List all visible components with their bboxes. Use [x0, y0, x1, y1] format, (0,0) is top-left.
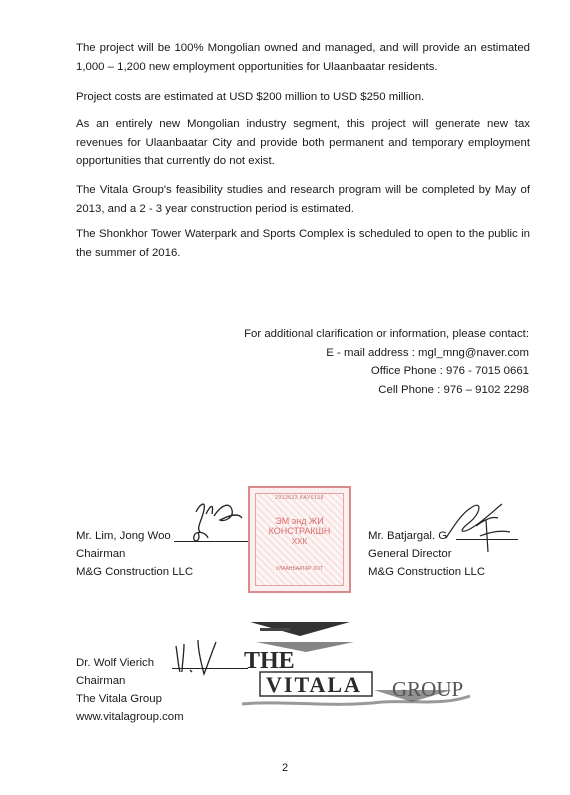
seal-name-line1: ЭМ энд ЖИ — [275, 516, 324, 526]
paragraph-feasibility: The Vitala Group's feasibility studies and research program will be completed by May of 2013, and a 2 - 3 year construction period is estimated. — [76, 184, 530, 215]
signature-line-lim — [174, 541, 250, 542]
logo-group-text: GROUP — [392, 677, 464, 701]
signatory-website-vierich: www.vitalagroup.com — [76, 711, 184, 723]
seal-name-line2: КОНСТРАКШН — [268, 526, 331, 536]
contact-email: E - mail address : mgl_mng@naver.com — [326, 347, 529, 359]
page-number: 2 — [281, 762, 289, 774]
contact-intro: For additional clarification or information, please contact: — [244, 328, 529, 340]
signature-line-vierich — [172, 668, 248, 669]
logo-vitala-text: VITALA — [266, 672, 362, 697]
seal-name-line3: ХХК — [291, 537, 308, 546]
contact-office-phone: Office Phone : 976 - 7015 0661 — [370, 365, 529, 377]
signatory-title-batjargal: General Director — [368, 548, 452, 560]
signatory-name-vierich: Dr. Wolf Vierich — [76, 657, 155, 669]
paragraph-tax-revenue: As an entirely new Mongolian industry segment, this project will generate new tax revenues for Ulaanbaatar City and provide both permanent and temporary employment opportunities that currently do not exist. — [76, 118, 530, 168]
signature-line-batjargal — [456, 539, 518, 540]
seal-city: УЛААНБААТАР ХОТ — [275, 566, 324, 572]
handwritten-signature-batjargal — [440, 496, 520, 556]
handwritten-signature-vierich — [168, 634, 248, 682]
paragraph-ownership: The project will be 100% Mongolian owned and managed, and will provide an estimated 1,000 – 1,200 new employment opportunities for Ulaanbaatar residents. — [76, 42, 530, 73]
handwritten-signature-lim — [170, 492, 250, 548]
contact-cell-phone: Cell Phone : 976 – 9102 2298 — [378, 384, 529, 396]
signatory-name-batjargal: Mr. Batjargal. G — [368, 530, 448, 542]
signatory-name-lim: Mr. Lim, Jong Woo — [76, 530, 171, 542]
logo-the-text: THE — [244, 648, 295, 674]
signatory-company-vierich: The Vitala Group — [76, 693, 162, 705]
paragraph-costs: Project costs are estimated at USD $200 million to USD $250 million. — [76, 91, 425, 103]
paragraph-opening: The Shonkhor Tower Waterpark and Sports Complex is scheduled to open to the public in the summer of 2016. — [76, 228, 530, 259]
signatory-company-lim: M&G Construction LLC — [76, 566, 194, 578]
signatory-title-lim: Chairman — [76, 548, 126, 560]
seal-registration: 2923632 КАУ0128 — [275, 495, 324, 501]
company-seal-stamp — [248, 486, 351, 593]
signatory-company-batjargal: M&G Construction LLC — [368, 566, 486, 578]
vitala-group-logo — [242, 622, 474, 708]
signatory-title-vierich: Chairman — [76, 675, 126, 687]
